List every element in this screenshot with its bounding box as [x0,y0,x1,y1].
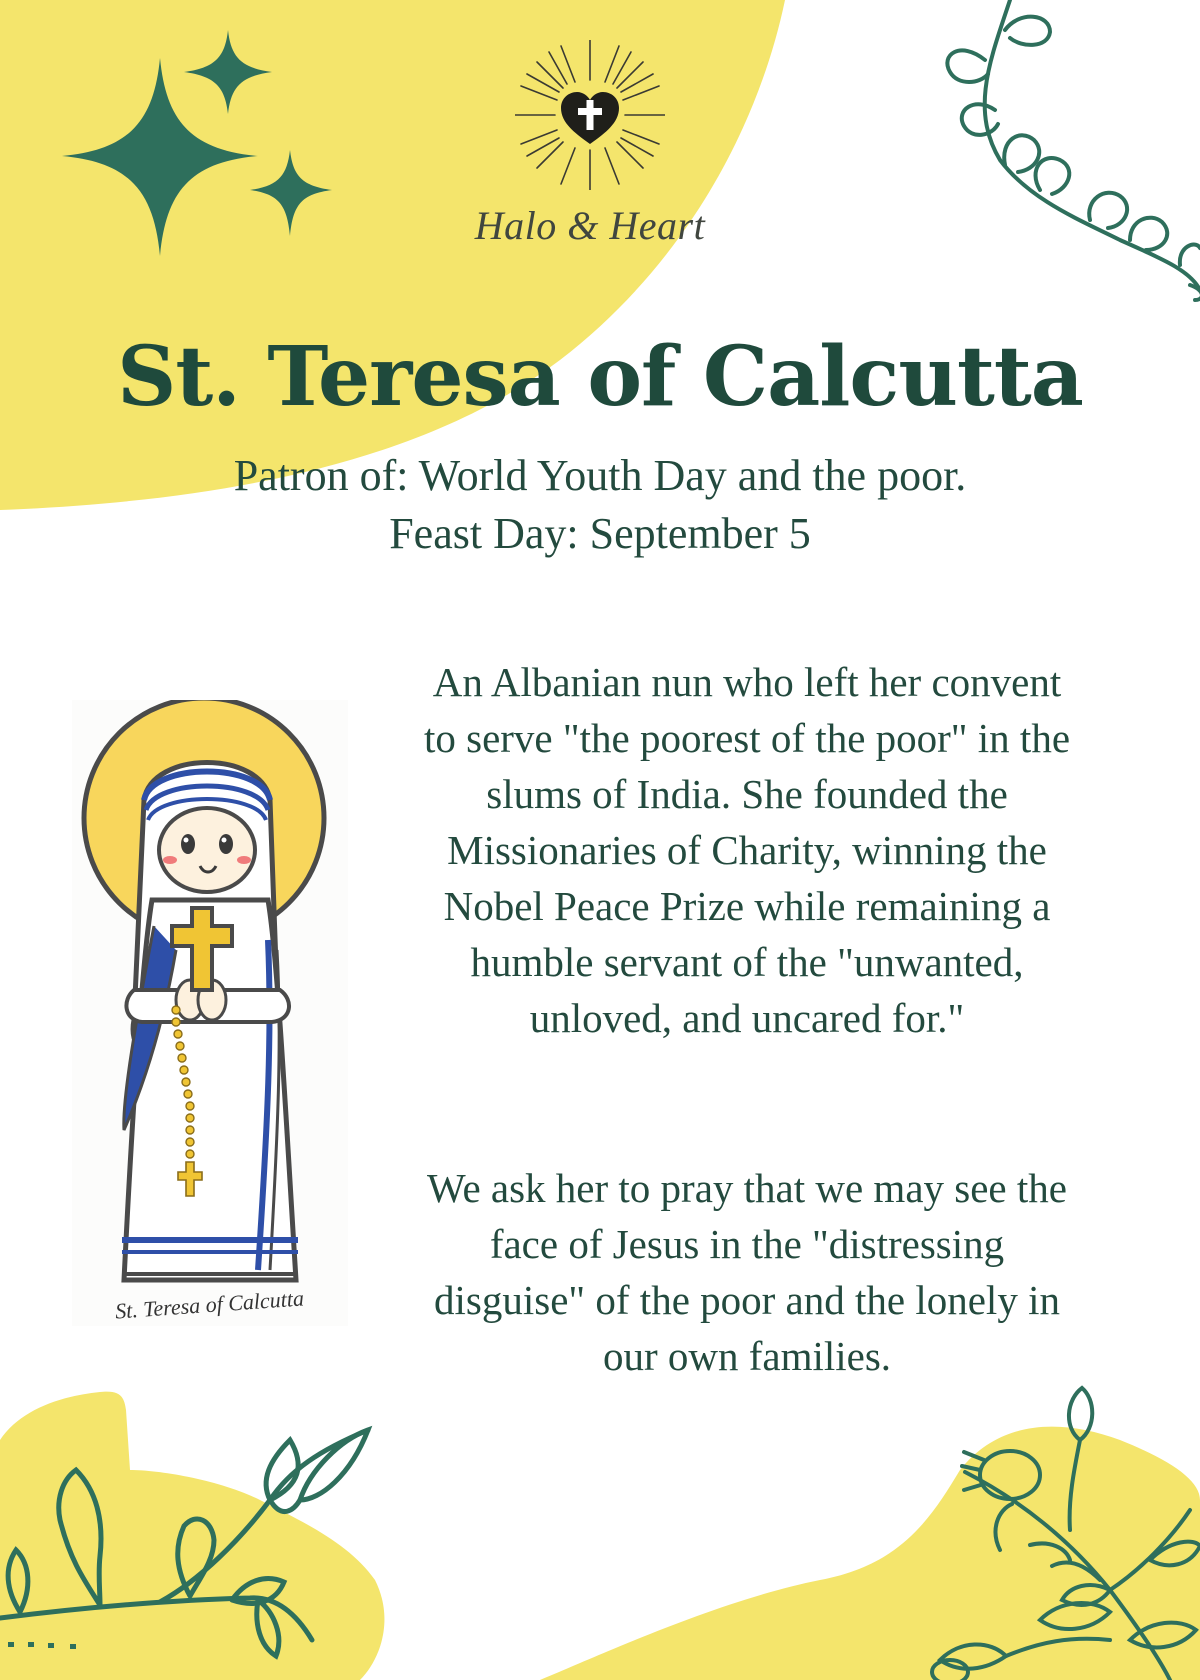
prayer-paragraph: We ask her to pray that we may see the face of Jesus in the "distressing disguise" of the poor and the lonely in our own families. [427,1165,1067,1379]
bio-paragraph: An Albanian nun who left her convent to serve "the poorest of the poor" in the slums of India. She founded the Missionaries of Charity, winning the Nobel Peace Prize while remaining a humble servant of the "unwanted, unloved, and uncared for." [423,659,1071,1041]
page-title: St. Teresa of Calcutta [117,329,1083,425]
saint-teresa-illustration [72,700,348,1326]
bottom-left-blob [0,1392,384,1680]
vine-icon [947,0,1200,300]
patron-line: Patron of: World Youth Day and the poor. [233,451,967,500]
face [159,808,255,892]
brand-logo [440,40,740,250]
bottom-right-blob [540,1427,1200,1680]
saint-illustration [72,700,348,1326]
brand-name: Halo & Heart [474,203,706,248]
illustration-caption: St. Teresa of Calcutta [114,1285,305,1324]
radiant-heart-cross-icon [515,40,665,190]
feast-day-line: Feast Day: September 5 [389,509,811,558]
